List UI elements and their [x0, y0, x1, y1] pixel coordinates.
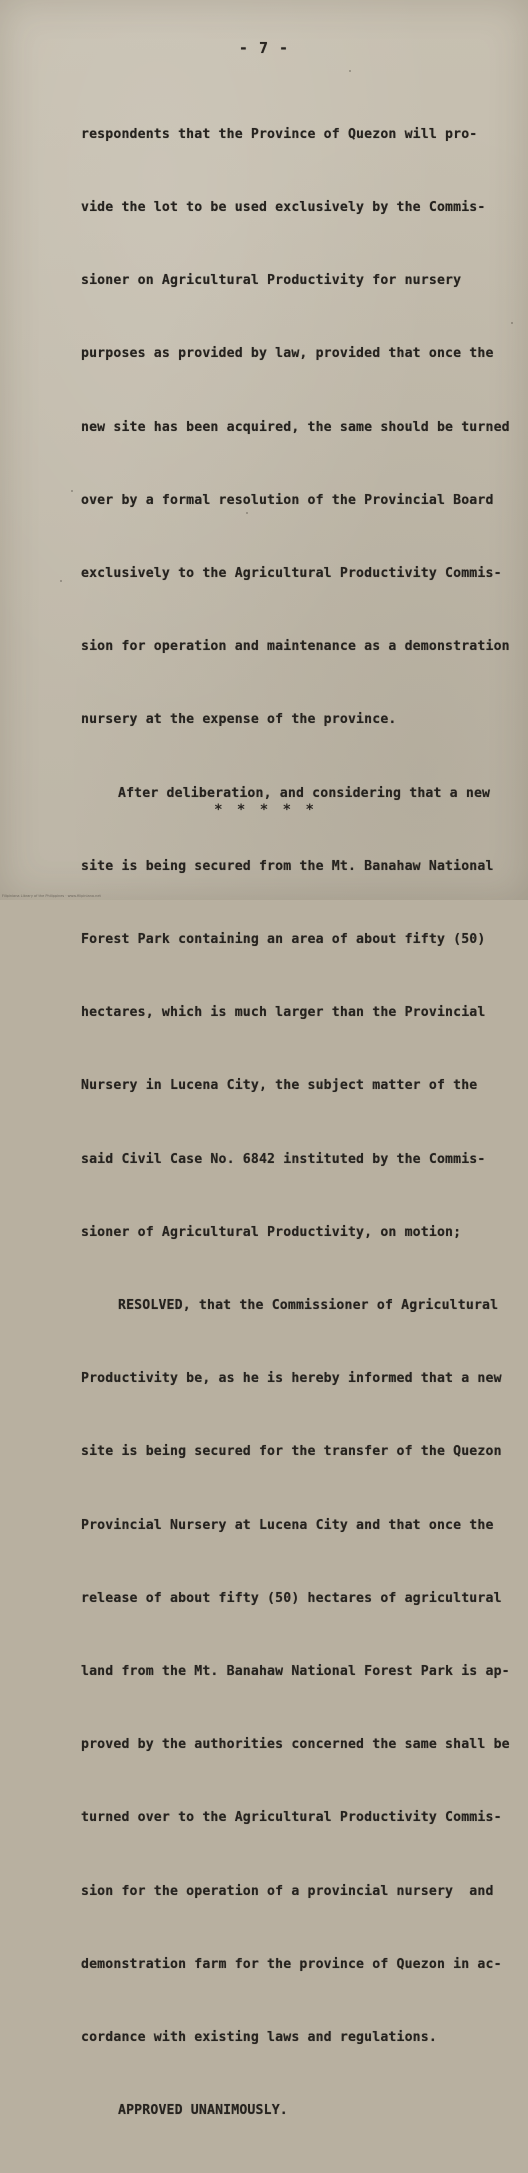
body-line: demonstration farm for the province of Quezon in ac-: [81, 1956, 502, 1972]
body-line: turned over to the Agricultural Productivity Commis-: [81, 1810, 502, 1826]
body-line: exclusively to the Agricultural Productivity Commis-: [81, 566, 502, 582]
body-line: proved by the authorities concerned the same shall be: [81, 1737, 510, 1753]
body-line: new site has been acquired, the same should be turned: [81, 419, 510, 435]
paragraph-first-line: After deliberation, and considering that a new: [118, 785, 491, 801]
body-line: respondents that the Province of Quezon will pro-: [81, 126, 478, 142]
body-line: sioner of Agricultural Productivity, on motion;: [81, 1224, 462, 1240]
paper-speck: [60, 580, 62, 582]
body-line: over by a formal resolution of the Provincial Board: [81, 492, 494, 508]
body-line: Productivity be, as he is hereby informed that a new: [81, 1371, 502, 1387]
archive-footer: Filipiniana Library of the Philippines · www.filipiniana.net: [2, 894, 101, 898]
body-line: sioner on Agricultural Productivity for nursery: [81, 273, 462, 289]
body-line: site is being secured for the transfer of the Quezon: [81, 1444, 502, 1460]
body-line: vide the lot to be used exclusively by the Commis-: [81, 200, 486, 216]
paper-speck: [349, 70, 351, 72]
paper-speck: [511, 322, 513, 324]
body-line: Provincial Nursery at Lucena City and that once the: [81, 1517, 494, 1533]
body-line: hectares, which is much larger than the Provincial: [81, 1005, 486, 1021]
section-separator: * * * * *: [214, 802, 314, 818]
resolved-line: RESOLVED, that the Commissioner of Agricultural: [118, 1298, 499, 1314]
body-line: land from the Mt. Banahaw National Forest Park is ap-: [81, 1664, 510, 1680]
page-number: - 7 -: [238, 39, 290, 57]
body-line: nursery at the expense of the province.: [81, 712, 397, 728]
body-line: release of about fifty (50) hectares of agricultural: [81, 1590, 502, 1606]
body-line: Forest Park containing an area of about fifty (50): [81, 932, 486, 948]
approved-line: APPROVED UNANIMOUSLY.: [118, 2103, 288, 2119]
body-line: Nursery in Lucena City, the subject matter of the: [81, 1078, 478, 1094]
document-body: [81, 74, 510, 2173]
body-line: site is being secured from the Mt. Banahaw National: [81, 858, 494, 874]
body-line: sion for the operation of a provincial nursery and: [81, 1883, 494, 1899]
body-line: said Civil Case No. 6842 instituted by the Commis-: [81, 1151, 486, 1167]
paper-speck: [71, 490, 73, 492]
body-line: sion for operation and maintenance as a demonstration: [81, 639, 510, 655]
body-line: purposes as provided by law, provided that once the: [81, 346, 494, 362]
body-line: cordance with existing laws and regulations.: [81, 2030, 437, 2046]
paper-speck: [246, 512, 248, 514]
